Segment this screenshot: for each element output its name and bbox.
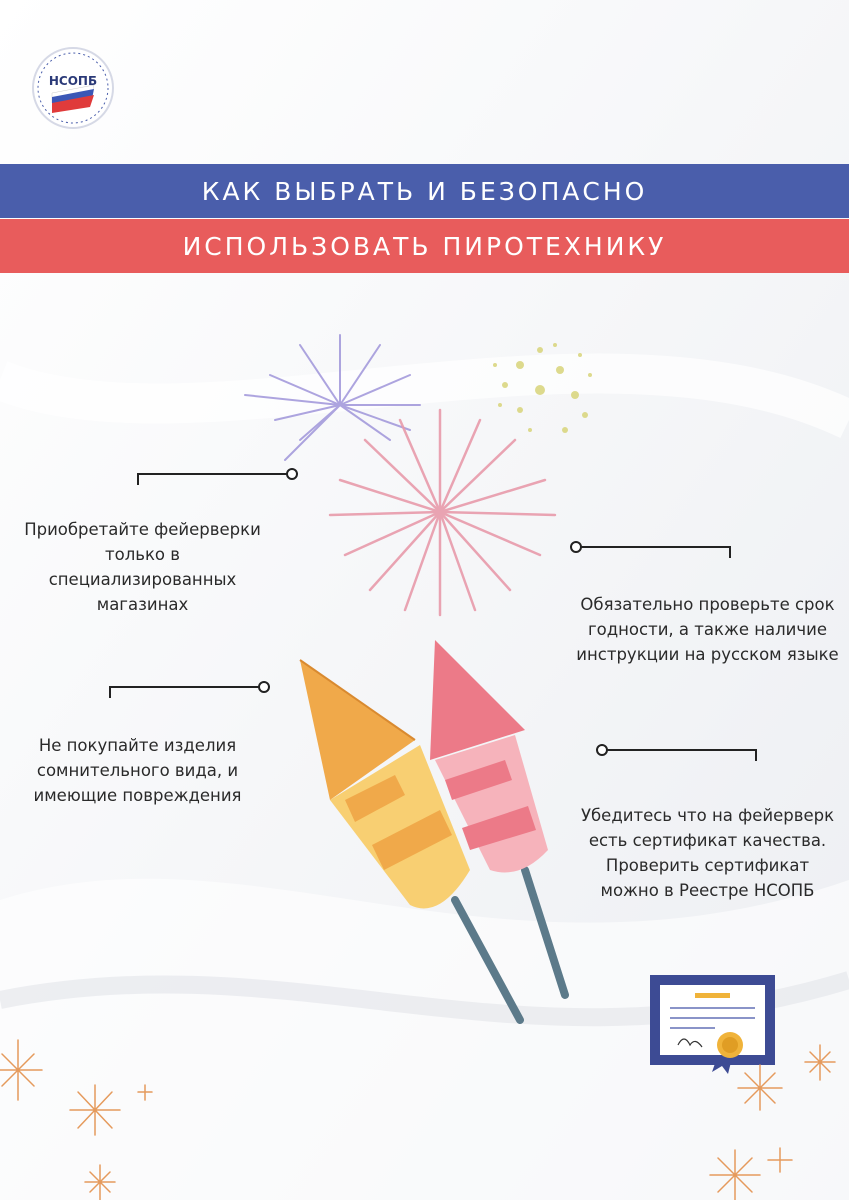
tip-check-expiration: Обязательно проверьте срок годности, а также наличие инструкции на русском языке [576,595,839,664]
purple-firework-icon [245,335,420,460]
certificate-icon [650,975,775,1074]
yellow-firework-icon [493,343,592,433]
logo-text: НСОПБ [48,74,98,88]
title-line-2: ИСПОЛЬЗОВАТЬ ПИРОТЕХНИКУ [0,219,849,273]
tip-buy-in-specialized-stores: Приобретайте фейерверки только в специализированных магазинах [24,520,261,614]
pink-rocket-icon [430,640,565,995]
pink-firework-icon [330,410,555,615]
title-line-1: КАК ВЫБРАТЬ И БЕЗОПАСНО [0,164,849,218]
tip-avoid-damaged: Не покупайте изделия сомнительного вида, и имеющие повреждения [33,736,242,805]
tip-certificate: Убедитесь что на фейерверк есть сертификат качества. Проверить сертификат можно в Реестре НСОПБ [580,806,835,900]
